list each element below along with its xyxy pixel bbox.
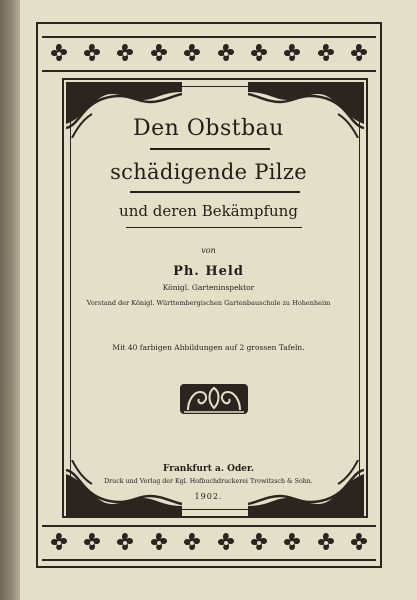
art-nouveau-ornament-icon xyxy=(178,380,250,418)
floral-rosette-icon xyxy=(313,530,339,556)
floral-rosette-icon xyxy=(346,530,372,556)
floral-rosette-icon xyxy=(179,41,205,67)
floral-rosette-icon xyxy=(246,530,272,556)
title-line-2: schädigende Pilze xyxy=(110,160,307,184)
floral-rosette-icon xyxy=(112,530,138,556)
floral-rosette-icon xyxy=(46,530,72,556)
top-ornament-band xyxy=(42,36,376,72)
author-title: Königl. Garteninspektor xyxy=(162,283,255,292)
floral-rosette-icon xyxy=(79,41,105,67)
title-line-1: Den Obstbau xyxy=(133,116,284,141)
floral-rosette-icon xyxy=(279,41,305,67)
floral-rosette-icon xyxy=(146,530,172,556)
title-underline-3 xyxy=(126,227,302,228)
floral-rosette-icon xyxy=(146,41,172,67)
floral-rosette-icon xyxy=(246,41,272,67)
title-underline-1 xyxy=(150,148,270,150)
floral-rosette-icon xyxy=(213,530,239,556)
plates-note: Mit 40 farbigen Abbildungen auf 2 grossen Tafeln. xyxy=(112,343,305,352)
publication-place: Frankfurt a. Oder. xyxy=(162,464,255,474)
floral-rosette-icon xyxy=(279,530,305,556)
floral-rosette-icon xyxy=(179,530,205,556)
floral-rosette-icon xyxy=(346,41,372,67)
floral-rosette-icon xyxy=(313,41,339,67)
publication-year: 1902. xyxy=(194,492,223,501)
floral-rosette-icon xyxy=(79,530,105,556)
title-line-3: und deren Bekämpfung xyxy=(119,202,298,220)
author-affiliation: Vorstand der Königl. Württembergischen Gartenbauschule zu Hohenheim xyxy=(86,299,331,307)
floral-rosette-icon xyxy=(46,41,72,67)
floral-rosette-icon xyxy=(112,41,138,67)
title-underline-2 xyxy=(130,191,300,193)
floral-rosette-icon xyxy=(213,41,239,67)
publisher-line: Druck und Verlag der Kgl. Hofbuchdruckerei Trowitzsch & Sohn. xyxy=(104,478,313,485)
bottom-ornament-band xyxy=(42,525,376,561)
by-label: von xyxy=(201,246,216,255)
author-name: Ph. Held xyxy=(173,264,244,279)
